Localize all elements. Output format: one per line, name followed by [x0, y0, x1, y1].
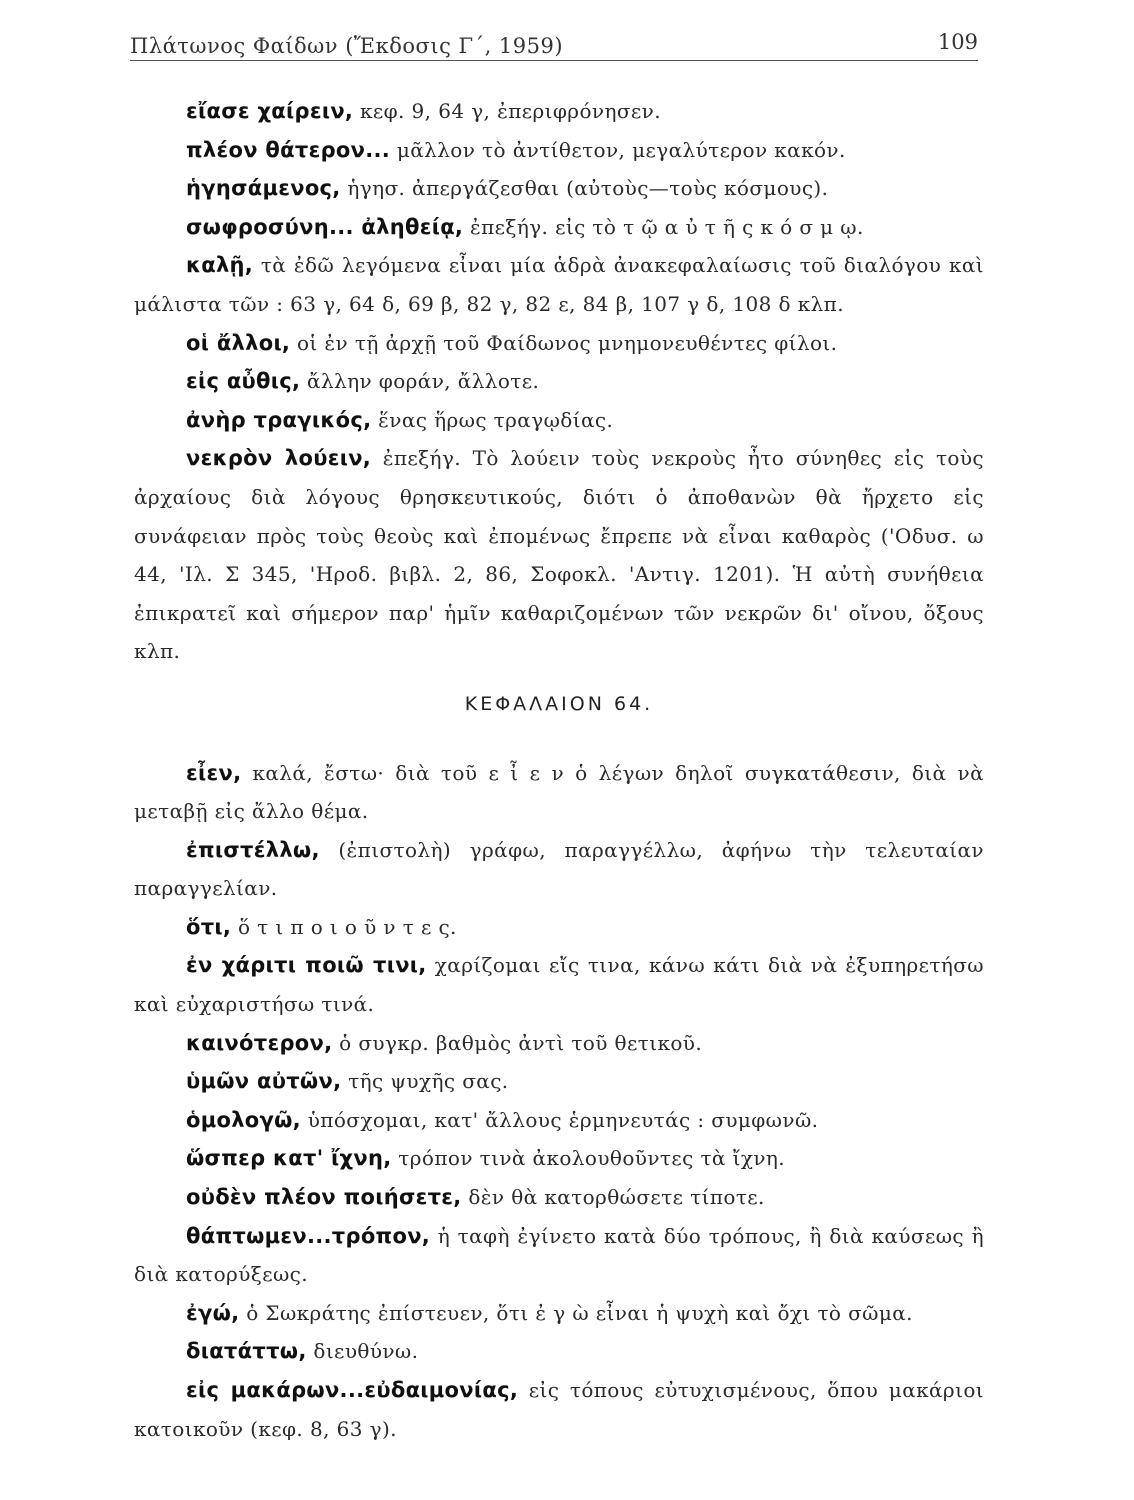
- glossary-entry: [134, 1101, 984, 1140]
- glossary-entry: [134, 401, 984, 440]
- entry-gloss: (ἐπιστολὴ) γράφω, παραγγέλλω, ἀφήνω τὴν τελευταίαν παραγγελίαν.: [134, 837, 984, 901]
- glossary-entry: [134, 246, 984, 323]
- entry-lemma: ἡγησάμενος,: [186, 176, 341, 201]
- chapter-heading: ΚΕΦΑΛΑΙΟΝ 64.: [464, 692, 654, 715]
- entries-chapter-64-section: [134, 754, 984, 1449]
- entry-gloss: ἕνας ἥρως τραγῳδίας.: [378, 407, 614, 432]
- entry-gloss: διευθύνω.: [313, 1339, 419, 1364]
- entry-lemma: ὥσπερ κατ' ἴχνη,: [186, 1146, 392, 1171]
- glossary-entry: [134, 1062, 984, 1101]
- entry-lemma: ἀνὴρ τραγικός,: [186, 407, 372, 432]
- glossary-entry: [134, 439, 984, 671]
- entry-gloss: ὅ τ ι π ο ι ο ῦ ν τ ε ς.: [237, 914, 457, 939]
- glossary-entry: [134, 92, 984, 131]
- entry-lemma: οὐδὲν πλέον ποιήσετε,: [186, 1185, 462, 1210]
- entry-lemma: εἶεν,: [186, 760, 242, 785]
- entry-lemma: εἰς μακάρων...εὐδαιμονίας,: [186, 1378, 519, 1402]
- glossary-entry: [134, 1139, 984, 1178]
- entry-gloss: τὰ ἐδῶ λεγόμενα εἶναι μία ἁδρὰ ἀνακεφαλαίωσις τοῦ διαλόγου καὶ μάλιστα τῶν : 63 γ, 64 δ, 69 β, 82 γ, 82 ε, 84 β, 107 γ δ, 108 δ κλπ.: [134, 253, 985, 316]
- glossary-entry: [134, 1371, 984, 1448]
- entry-gloss: ἡγησ. ἀπεργάζεσθαι (αὐτοὺς—τοὺς κόσμους).: [347, 176, 829, 201]
- entry-gloss: καλά, ἔστω· διὰ τοῦ ε ἶ ε ν ὁ λέγων δηλοῖ συγκατάθεσιν, διὰ νὰ μεταβῇ εἰς ἄλλο θέμα.: [134, 760, 984, 824]
- entry-gloss: τρόπον τινὰ ἀκολουθοῦντες τὰ ἴχνη.: [398, 1146, 786, 1171]
- entry-gloss: ὁ συγκρ. βαθμὸς ἀντὶ τοῦ θετικοῦ.: [339, 1030, 703, 1055]
- entries-chapter-63-section: [134, 92, 984, 671]
- page-number: 109: [937, 30, 978, 54]
- commentary-body: [134, 92, 984, 1448]
- entry-gloss: χαρίζομαι εἴς τινα, κάνω κάτι διὰ νὰ ἐξυπηρετήσω καὶ εὐχαριστήσω τινά.: [134, 953, 984, 1017]
- entry-lemma: ὑμῶν αὐτῶν,: [186, 1069, 342, 1094]
- entry-gloss: μᾶλλον τὸ ἀντίθετον, μεγαλύτερον κακόν.: [396, 137, 846, 162]
- entry-lemma: πλέον θάτερον...: [186, 137, 391, 162]
- entry-gloss: ὁ Σωκράτης ἐπίστευεν, ὅτι ἐ γ ὼ εἶναι ἡ ψυχὴ καὶ ὄχι τὸ σῶμα.: [246, 1300, 913, 1325]
- entry-lemma: ἐπιστέλλω,: [186, 837, 320, 862]
- entry-gloss: ἡ ταφὴ ἐγίνετο κατὰ δύο τρόπους, ἢ διὰ καύσεως ἢ διὰ κατορύξεως.: [134, 1223, 984, 1287]
- entry-lemma: νεκρὸν λούειν,: [186, 446, 372, 471]
- glossary-entry: [134, 831, 984, 908]
- entry-lemma: θάπτωμεν...τρόπον,: [186, 1223, 431, 1248]
- entry-gloss: κεφ. 9, 64 γ, ἐπεριφρόνησεν.: [359, 99, 661, 123]
- glossary-entry: [134, 946, 984, 1023]
- entry-lemma: καινότερον,: [186, 1030, 333, 1055]
- glossary-entry: [134, 208, 984, 247]
- glossary-entry: [134, 754, 984, 831]
- glossary-entry: [134, 1178, 984, 1217]
- entry-lemma: εἰς αὖθις,: [186, 369, 301, 394]
- entry-lemma: ἐγώ,: [186, 1300, 240, 1325]
- entry-lemma: οἱ ἄλλοι,: [186, 330, 291, 355]
- glossary-entry: [134, 1217, 984, 1294]
- entry-gloss: ὑπόσχομαι, κατ' ἄλλους ἑρμηνευτάς : συμφωνῶ.: [307, 1107, 819, 1132]
- glossary-entry: [134, 1332, 984, 1371]
- entry-gloss: ἐπεξήγ. εἰς τὸ τ ῷ α ὐ τ ῆ ς κ ό σ μ ῳ.: [469, 214, 864, 239]
- entry-lemma: ὅτι,: [186, 914, 232, 939]
- glossary-entry: [134, 169, 984, 208]
- entry-lemma: εἴασε χαίρειν,: [186, 99, 354, 123]
- entry-lemma: διατάττω,: [186, 1339, 307, 1364]
- glossary-entry: [134, 131, 984, 170]
- glossary-entry: [134, 1024, 984, 1063]
- entry-lemma: σωφροσύνη... ἀληθείᾳ,: [186, 214, 464, 239]
- entry-lemma: ὁμολογῶ,: [186, 1107, 301, 1132]
- glossary-entry: [134, 908, 984, 947]
- entry-gloss: τῆς ψυχῆς σας.: [348, 1069, 509, 1094]
- glossary-entry: [134, 362, 984, 401]
- entry-gloss: ἐπεξήγ. Τὸ λούειν τοὺς νεκροὺς ἦτο σύνηθες εἰς τοὺς ἀρχαίους διὰ λόγους θρησκευτικούς, διότι ὁ ἀποθανὼν θὰ ἤρχετο εἰς συνάφειαν πρὸς τοὺς θεοὺς καὶ ἐπομένως ἔπρεπε νὰ εἶναι καθαρὸς ('Οδυσ. ω 44, 'Ιλ. Σ 345, 'Ηροδ. βιβλ. 2, 86, Σοφοκλ. 'Αντιγ. 1201). Ἡ αὐτὴ συνήθεια ἐπικρατεῖ καὶ σήμερον παρ' ἡμῖν καθαριζομένων τῶν νεκρῶν δι' οἴνου, ὄξους κλπ.: [134, 446, 985, 664]
- entry-lemma: ἐν χάριτι ποιῶ τινι,: [186, 953, 427, 978]
- glossary-entry: [134, 324, 984, 363]
- running-head: [130, 30, 978, 61]
- entry-gloss: εἰς τόπους εὐτυχισμένους, ὅπου μακάριοι κατοικοῦν (κεφ. 8, 63 γ).: [134, 1378, 984, 1441]
- entry-gloss: ἄλλην φοράν, ἄλλοτε.: [307, 369, 540, 394]
- entry-gloss: δὲν θὰ κατορθώσετε τίποτε.: [468, 1185, 765, 1210]
- running-head-title: Πλάτωνος Φαίδων (Ἔκδοσις Γ΄, 1959): [130, 34, 564, 58]
- glossary-entry: [134, 1294, 984, 1333]
- entry-gloss: οἱ ἐν τῇ ἀρχῇ τοῦ Φαίδωνος μνημονευθέντες φίλοι.: [296, 330, 838, 355]
- entry-lemma: καλῇ,: [186, 253, 254, 278]
